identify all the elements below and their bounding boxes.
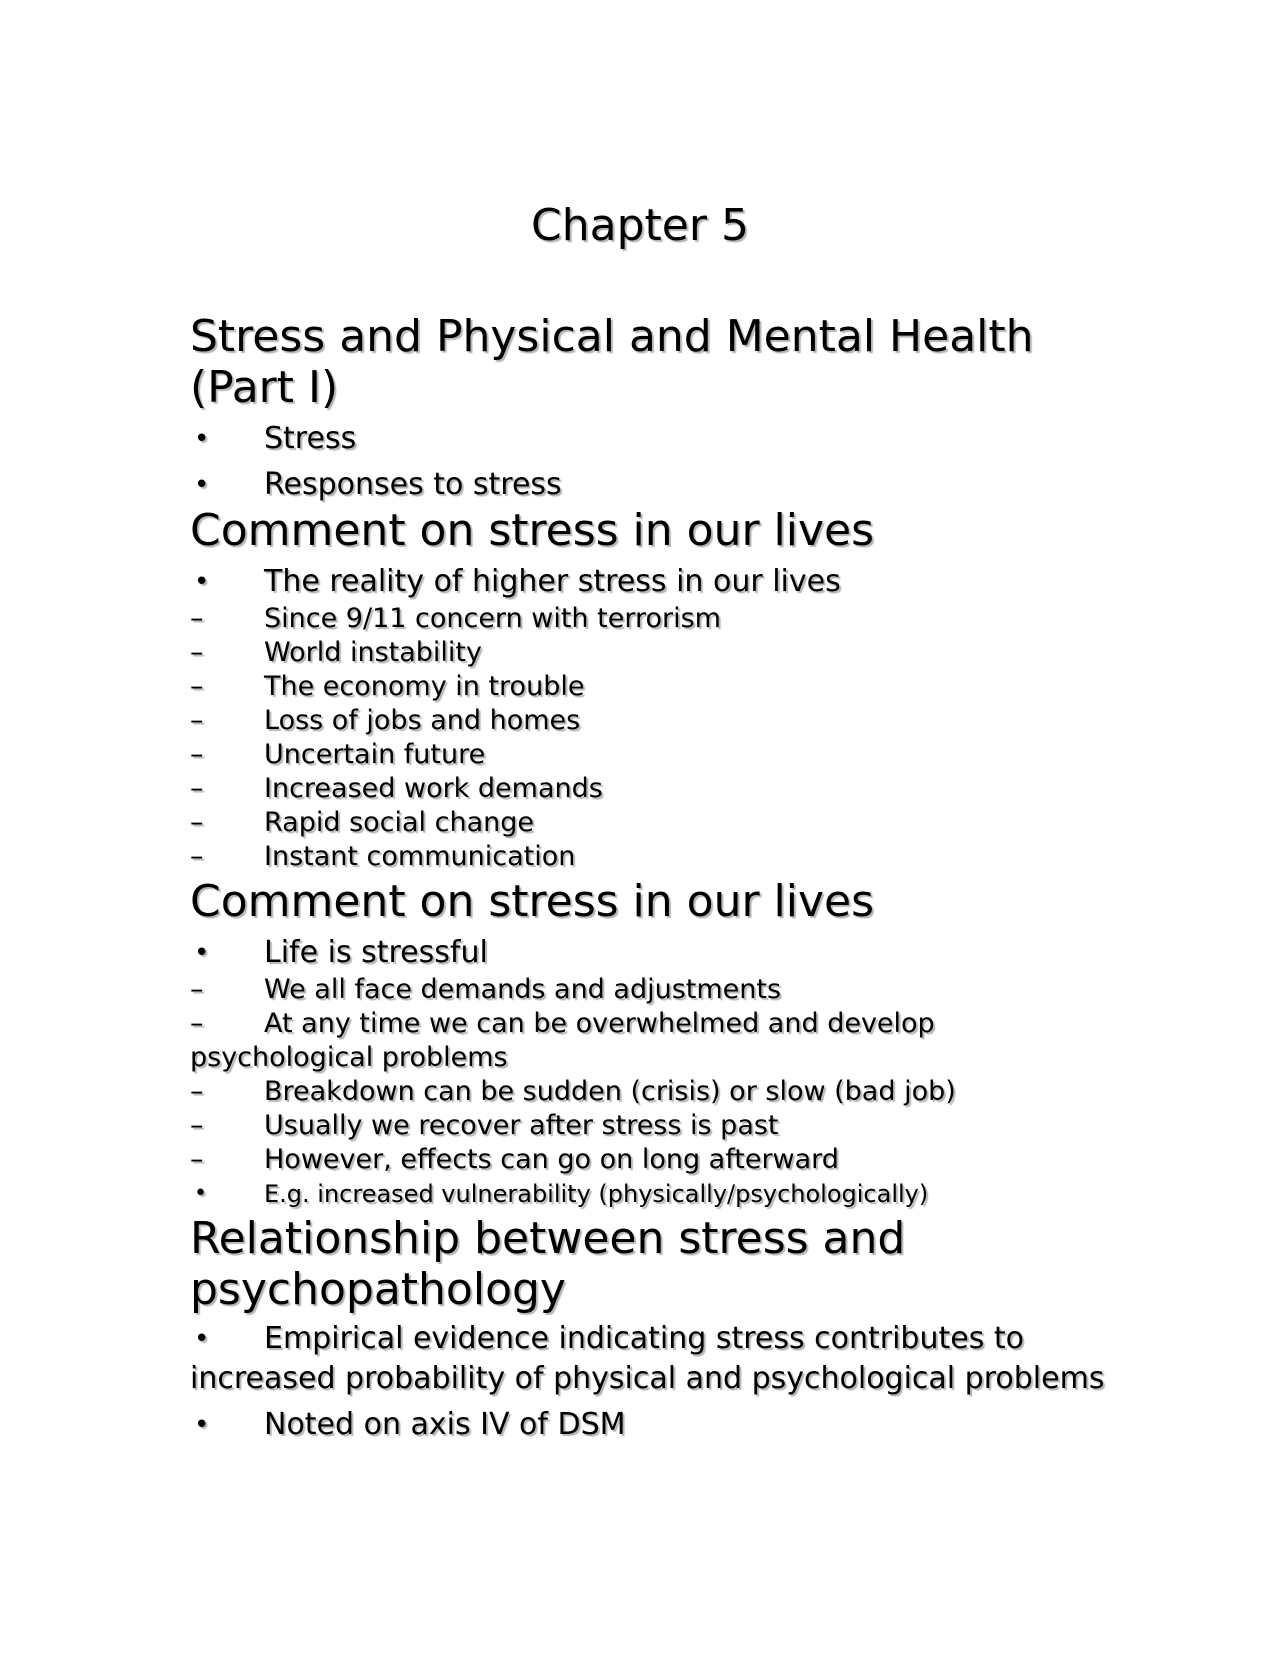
dash-text: Loss of jobs and homes xyxy=(264,705,581,736)
bullet-text: Noted on axis IV of DSM xyxy=(264,1407,626,1442)
section-comment-stress-1 xyxy=(190,505,1110,874)
dash-text: Usually we recover after stress is past xyxy=(264,1110,779,1141)
dash-text: The economy in trouble xyxy=(264,671,585,702)
dash-text: World instability xyxy=(264,637,482,668)
dash-item xyxy=(190,1143,1110,1177)
dash-marker: – xyxy=(190,974,204,1005)
sub-bullet-item xyxy=(190,1177,1110,1211)
section-stress-health xyxy=(190,311,1110,505)
dash-text: Since 9/11 concern with terrorism xyxy=(264,603,721,634)
sub-bullet-text: E.g. increased vulnerability (physically/psychologically) xyxy=(264,1180,929,1208)
dash-text: Rapid social change xyxy=(264,807,534,838)
dash-marker: – xyxy=(190,705,204,736)
section-heading xyxy=(190,311,1110,413)
dash-marker: – xyxy=(190,807,204,838)
section-heading-line: psychopathology xyxy=(190,1264,566,1315)
bullet-item xyxy=(190,562,1110,602)
dash-marker: – xyxy=(190,1144,204,1175)
dash-text: Breakdown can be sudden (crisis) or slow (bad job) xyxy=(264,1076,956,1107)
section-heading: Comment on stress in our lives xyxy=(190,505,875,556)
section-comment-stress-2 xyxy=(190,876,1110,1211)
dash-text: At any time we can be overwhelmed and develop psychological problems xyxy=(190,1008,935,1073)
bullet-text: Life is stressful xyxy=(264,935,488,970)
section-heading-line: Stress and Physical and Mental Health xyxy=(190,311,1034,362)
dash-marker: – xyxy=(190,739,204,770)
dash-item xyxy=(190,1109,1110,1143)
dash-item xyxy=(190,840,1110,874)
bullet-text: Stress xyxy=(264,421,357,456)
bullet-text: The reality of higher stress in our lives xyxy=(264,564,841,599)
bullet-text: Responses to stress xyxy=(264,467,562,502)
document-body xyxy=(190,311,1110,1445)
dash-text: Uncertain future xyxy=(264,739,486,770)
bullet-item xyxy=(190,1405,1110,1445)
dash-marker: – xyxy=(190,773,204,804)
bullet-item xyxy=(190,1319,1110,1399)
dash-marker: – xyxy=(190,671,204,702)
dash-item xyxy=(190,602,1110,636)
dash-marker: – xyxy=(190,1008,204,1039)
section-heading: Comment on stress in our lives xyxy=(190,876,875,927)
chapter-title: Chapter 5 xyxy=(531,200,749,251)
section-heading-line: Relationship between stress and xyxy=(190,1213,906,1264)
bullet-item xyxy=(190,465,1110,505)
section-heading xyxy=(190,1213,1110,1315)
bullet-item xyxy=(190,419,1110,459)
dash-marker: – xyxy=(190,603,204,634)
dash-item xyxy=(190,1075,1110,1109)
bullet-marker: • xyxy=(194,1181,207,1206)
dash-item xyxy=(190,738,1110,772)
dash-text: Instant communication xyxy=(264,841,576,872)
dash-text: Increased work demands xyxy=(264,773,603,804)
bullet-marker: • xyxy=(194,470,210,500)
bullet-marker: • xyxy=(194,1410,210,1440)
bullet-marker: • xyxy=(194,938,210,968)
bullet-item xyxy=(190,933,1110,973)
dash-item xyxy=(190,636,1110,670)
dash-item xyxy=(190,1007,1110,1075)
section-heading-line: (Part I) xyxy=(190,362,339,413)
bullet-marker: • xyxy=(194,567,210,597)
dash-item xyxy=(190,806,1110,840)
dash-item xyxy=(190,670,1110,704)
dash-item xyxy=(190,772,1110,806)
dash-text: We all face demands and adjustments xyxy=(264,974,782,1005)
bullet-text: Empirical evidence indicating stress contributes to increased probability of physical and psychological problems xyxy=(190,1321,1105,1396)
dash-item xyxy=(190,973,1110,1007)
dash-marker: – xyxy=(190,841,204,872)
dash-marker: – xyxy=(190,1076,204,1107)
bullet-marker: • xyxy=(194,1324,210,1354)
bullet-marker: • xyxy=(194,424,210,454)
dash-marker: – xyxy=(190,1110,204,1141)
dash-text: However, effects can go on long afterward xyxy=(264,1144,839,1175)
section-stress-psychopathology xyxy=(190,1213,1110,1445)
dash-marker: – xyxy=(190,637,204,668)
dash-item xyxy=(190,704,1110,738)
